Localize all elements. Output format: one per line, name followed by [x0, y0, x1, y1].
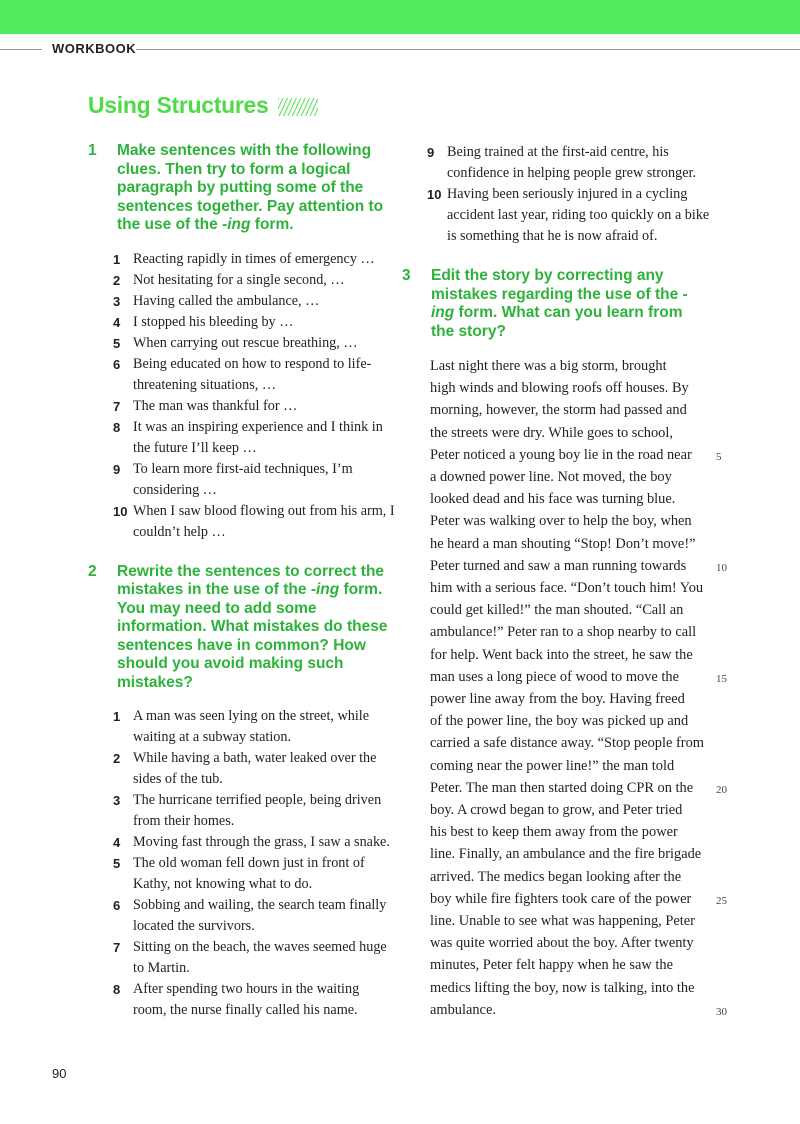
- list-item: [113, 291, 396, 312]
- story-line: [430, 843, 702, 865]
- exercise-1-items-continued: [427, 142, 710, 247]
- story-line-text: boy while fire fighters took care of the power: [430, 890, 692, 907]
- list-item: [113, 979, 396, 1021]
- list-item: [113, 895, 396, 937]
- story-line-text: high winds and blowing roofs off houses. By: [430, 380, 689, 397]
- exercise-2-instruction-part-a: Rewrite the sentences to correct the mistakes in the use of the: [117, 562, 385, 598]
- line-number-marker: 30: [716, 1005, 727, 1018]
- story-line-text: power line away from the boy. Having freed: [430, 691, 685, 708]
- item-number: 9: [113, 461, 121, 477]
- story-line: [430, 688, 702, 710]
- story-line-text: of the power line, the boy was picked up and: [430, 713, 689, 730]
- item-text: The man was thankful for …: [133, 397, 298, 414]
- story-line-text: carried a safe distance away. “Stop people from: [430, 735, 704, 752]
- item-text: Sobbing and wailing, the search team finally located the survivors.: [133, 897, 387, 934]
- item-number: 10: [427, 187, 442, 202]
- list-item: [113, 832, 396, 853]
- item-number: 9: [427, 145, 435, 160]
- story-line: [430, 866, 702, 888]
- item-number: 5: [113, 856, 121, 871]
- list-item: [113, 706, 396, 748]
- story-line: [430, 644, 702, 666]
- item-number: 8: [113, 982, 121, 997]
- story-line: [430, 399, 702, 421]
- story-line-text: Peter was walking over to help the boy, when: [430, 513, 692, 530]
- story-line: [430, 533, 702, 555]
- story-line: [430, 999, 727, 1021]
- story-line-text: him with a serious face. “Don’t touch him! You: [430, 580, 704, 597]
- exercise-3-instruction: [431, 267, 710, 341]
- running-header: [0, 40, 800, 60]
- item-text: Being trained at the first-aid centre, his confidence in helping people grew stronger.: [447, 144, 696, 181]
- story-line-text: morning, however, the storm had passed and: [430, 402, 687, 419]
- story-line-text: ambulance.: [430, 1001, 496, 1018]
- story-line-text: the streets were dry. While goes to school,: [430, 424, 673, 441]
- exercise-3-number: 3: [402, 267, 411, 284]
- left-column: [86, 142, 396, 1021]
- story-line: [430, 932, 702, 954]
- header-rule-right: [136, 49, 800, 50]
- story-line-text: line. Unable to see what was happening, Peter: [430, 913, 695, 930]
- exercise-2-items: [113, 706, 396, 1021]
- right-column: [400, 142, 727, 1021]
- story-line: [430, 599, 702, 621]
- item-number: 2: [113, 272, 121, 288]
- story-line-text: line. Finally, an ambulance and the fire brigade: [430, 846, 702, 863]
- line-number-marker: 20: [716, 783, 727, 796]
- exercise-3-heading: [400, 267, 710, 341]
- story-line-text: minutes, Peter felt happy when he saw the: [430, 957, 673, 974]
- story-line: [430, 377, 702, 399]
- list-item: [113, 249, 396, 270]
- story-line-text: for help. Went back into the street, he saw the: [430, 646, 693, 663]
- item-text: Sitting on the beach, the waves seemed huge to Martin.: [133, 939, 387, 976]
- list-item: [113, 853, 396, 895]
- story-line-text: a downed power line. Not moved, the boy: [430, 469, 672, 486]
- story-line: [430, 954, 702, 976]
- line-number-marker: 10: [716, 561, 727, 574]
- item-number: 4: [113, 314, 121, 330]
- exercise-1-instruction-part-a: Make sentences with the following clues. Then try to form a logical paragraph by putting some of the sentences together. Pay attention to the use of the: [117, 142, 384, 233]
- story-line-text: ambulance!” Peter ran to a shop nearby to call: [430, 624, 697, 641]
- story-line: [430, 422, 702, 444]
- exercise-1-instruction: [117, 142, 396, 235]
- title-hatch-decoration: [278, 98, 318, 116]
- item-text: The hurricane terrified people, being driven from their homes.: [133, 792, 382, 829]
- exercise-1-items: [113, 249, 396, 543]
- exercise-2-number: 2: [88, 562, 97, 580]
- story-line: [430, 510, 702, 532]
- item-text: After spending two hours in the waiting room, the nurse finally called his name.: [133, 981, 360, 1018]
- list-item: [113, 417, 396, 459]
- story-line: [430, 444, 722, 466]
- item-number: 1: [113, 251, 121, 267]
- story-line-text: could get killed!” the man shouted. “Call an: [430, 602, 684, 619]
- item-text: While having a bath, water leaked over the sides of the tub.: [133, 750, 377, 787]
- item-number: 3: [113, 793, 121, 808]
- story-line: [430, 755, 702, 777]
- story-line-text: man uses a long piece of wood to move the: [430, 668, 679, 685]
- exercise-2-instruction: [117, 563, 396, 693]
- list-item: [113, 459, 396, 501]
- item-number: 10: [113, 503, 128, 519]
- story-line: [430, 466, 702, 488]
- story-line: [430, 666, 727, 688]
- section-title: Using Structures: [88, 92, 269, 118]
- item-number: 2: [113, 751, 121, 766]
- story-line-text: his best to keep them away from the power: [430, 824, 678, 841]
- item-text: A man was seen lying on the street, while waiting at a subway station.: [133, 708, 370, 745]
- line-number-marker: 15: [716, 672, 727, 685]
- workbook-label: WORKBOOK: [52, 41, 137, 56]
- exercise-2-heading: [86, 563, 396, 693]
- story-line: [430, 710, 702, 732]
- story-line: [430, 777, 727, 799]
- item-text: When carrying out rescue breathing, …: [133, 334, 358, 351]
- item-number: 6: [113, 356, 121, 372]
- story-line: [430, 821, 702, 843]
- story-line: [430, 799, 702, 821]
- item-text: To learn more first-aid techniques, I’m considering …: [133, 460, 353, 498]
- item-text: When I saw blood flowing out from his arm, I couldn’t help …: [133, 502, 395, 540]
- item-number: 5: [113, 335, 121, 351]
- exercise-2-instruction-part-b: form. You may need to add some information. What mistakes do these sentences have in common? How should you avoid making such mistakes?: [117, 581, 388, 691]
- story-line: [430, 555, 727, 577]
- story-line-text: coming near the power line!” the man told: [430, 757, 675, 774]
- story-line: [430, 577, 702, 599]
- item-text: I stopped his bleeding by …: [133, 313, 294, 330]
- item-number: 8: [113, 419, 121, 435]
- story-line-text: boy. A crowd began to grow, and Peter tried: [430, 802, 683, 819]
- story-line-text: Peter noticed a young boy lie in the road near: [430, 446, 692, 463]
- item-number: 7: [113, 940, 121, 955]
- item-number: 4: [113, 835, 121, 850]
- exercise-1-instruction-emphasis: -ing: [222, 216, 251, 233]
- exercise-1-instruction-part-b: form.: [250, 216, 294, 233]
- exercise-3-instruction-emphasis: -ing: [431, 285, 688, 321]
- item-number: 3: [113, 293, 121, 309]
- list-item: [427, 142, 710, 184]
- story-line-text: Peter. The man then started doing CPR on the: [430, 779, 694, 796]
- story-line-text: he heard a man shouting “Stop! Don’t move!”: [430, 535, 696, 552]
- story-line-text: Peter turned and saw a man running towards: [430, 557, 687, 574]
- story-line: [430, 355, 702, 377]
- story-line-text: was quite worried about the boy. After twenty: [430, 935, 694, 952]
- exercise-3-story: [430, 355, 727, 1021]
- story-line-text: looked dead and his face was turning blue.: [430, 491, 676, 508]
- item-text: Having been seriously injured in a cycling accident last year, riding too quickly on a bike is something that he is now afraid of.: [447, 186, 710, 244]
- item-text: Moving fast through the grass, I saw a snake.: [133, 834, 390, 850]
- line-number-marker: 25: [716, 894, 727, 907]
- item-text: Reacting rapidly in times of emergency …: [133, 250, 375, 267]
- exercise-2-instruction-emphasis: -ing: [310, 581, 340, 598]
- list-item: [113, 333, 396, 354]
- story-line-text: arrived. The medics began looking after the: [430, 868, 682, 885]
- list-item: [113, 396, 396, 417]
- item-text: The old woman fell down just in front of Kathy, not knowing what to do.: [133, 855, 365, 892]
- list-item: [113, 312, 396, 333]
- item-number: 7: [113, 398, 121, 414]
- story-line: [430, 977, 702, 999]
- item-text: It was an inspiring experience and I think in the future I’ll keep …: [133, 418, 383, 456]
- story-line-text: medics lifting the boy, now is talking, into the: [430, 979, 695, 996]
- item-number: 1: [113, 709, 121, 724]
- story-line: [430, 910, 702, 932]
- exercise-3-instruction-part-b: form. What can you learn from the story?: [431, 304, 683, 340]
- list-item: [113, 937, 396, 979]
- header-rule-left: [0, 49, 42, 50]
- list-item: [113, 790, 396, 832]
- list-item: [113, 270, 396, 291]
- item-text: Not hesitating for a single second, …: [133, 271, 345, 288]
- story-line: [430, 621, 702, 643]
- exercise-3-instruction-part-a: Edit the story by correcting any mistakes regarding the use of the: [431, 267, 683, 303]
- story-line: [430, 888, 727, 910]
- exercise-1-heading: [86, 142, 396, 235]
- item-text: Being educated on how to respond to life-threatening situations, …: [133, 355, 372, 393]
- item-text: Having called the ambulance, …: [133, 292, 320, 309]
- story-line: [430, 732, 702, 754]
- list-item: [113, 354, 396, 396]
- line-number-marker: 5: [716, 450, 722, 463]
- list-item: [427, 184, 710, 247]
- top-color-bar: [0, 0, 800, 34]
- story-line-text: Last night there was a big storm, brought: [430, 358, 667, 374]
- story-line: [430, 488, 702, 510]
- item-number: 6: [113, 898, 121, 913]
- list-item: [113, 501, 396, 543]
- exercise-1-number: 1: [88, 142, 97, 159]
- list-item: [113, 748, 396, 790]
- page-number: 90: [52, 1066, 67, 1081]
